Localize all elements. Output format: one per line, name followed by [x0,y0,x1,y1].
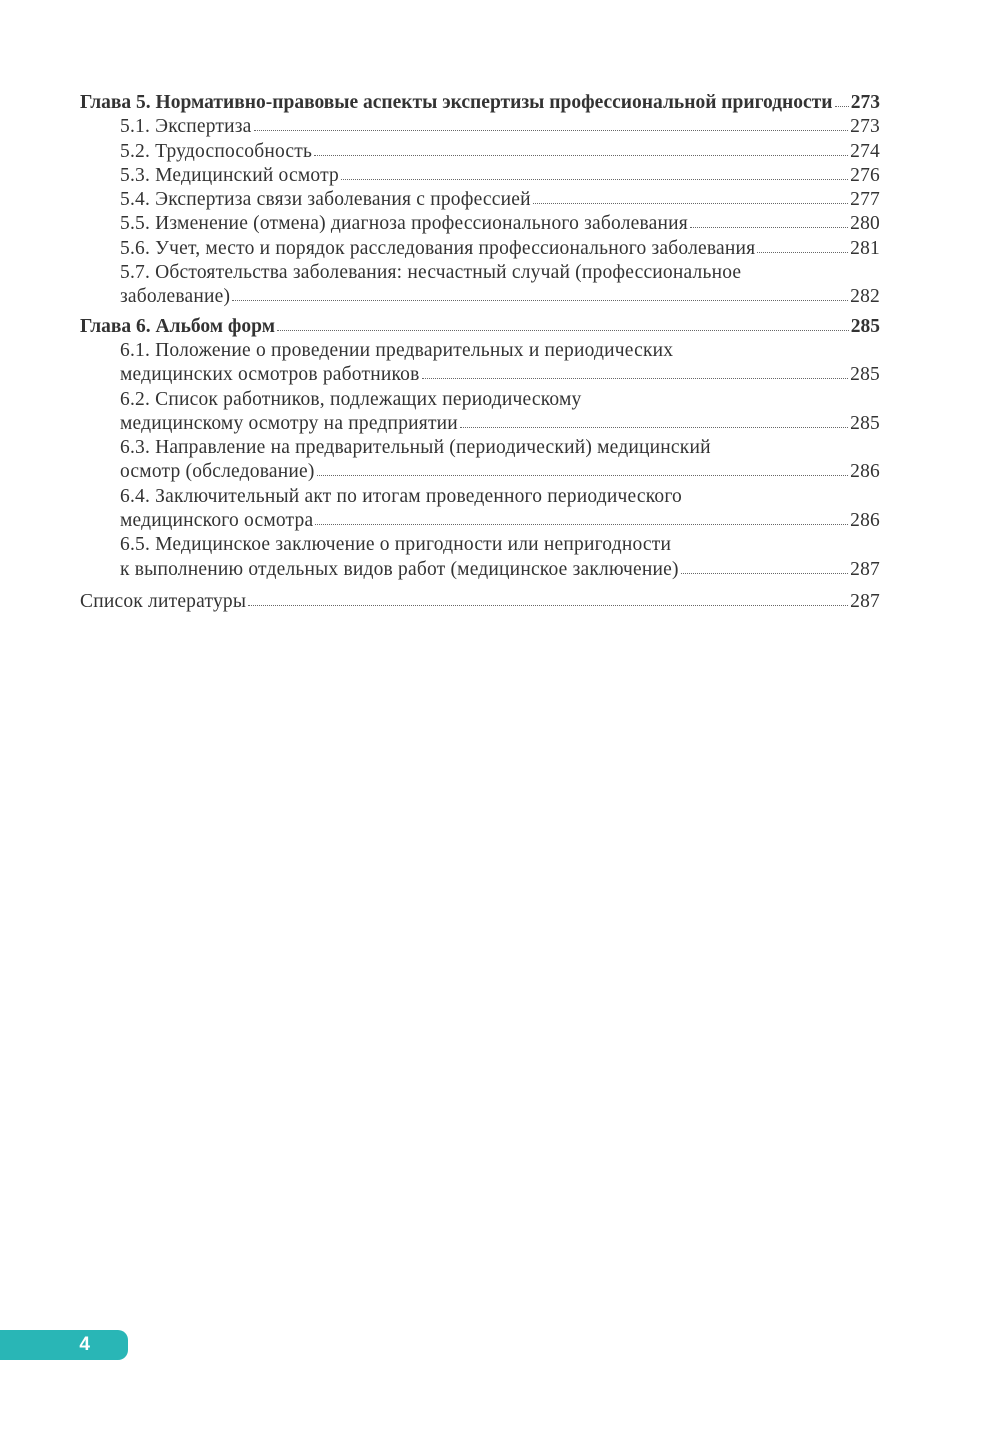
entry-title: 5.1. Экспертиза [120,116,252,138]
entry-title-line1: 5.7. Обстоятельства заболевания: несчастный случай (профессиональное [120,262,742,284]
entry-page: 273 [850,116,880,138]
toc-entry-6-5[interactable] [80,533,880,582]
entry-title-line2: медицинских осмотров работников [120,364,420,386]
entry-title-line1: 6.2. Список работников, подлежащих периодическому [120,388,582,410]
toc-entry-6-3[interactable] [80,436,880,485]
dot-leader [232,296,848,301]
entry-page: 287 [850,558,880,580]
dot-leader [315,520,848,525]
entry-title: 5.6. Учет, место и порядок расследования профессионального заболевания [120,237,756,259]
entry-page: 286 [850,461,880,483]
entry-title: 5.2. Трудоспособность [120,140,313,162]
entry-page: 280 [850,213,880,235]
dot-leader [681,569,848,574]
toc-entry-chapter-5[interactable] [80,91,880,115]
toc-entry-6-2[interactable] [80,388,880,437]
dot-leader [314,151,848,156]
toc-entry-5-2[interactable] [80,140,880,164]
dot-leader [422,374,849,379]
entry-title: 5.5. Изменение (отмена) диагноза профессионального заболевания [120,213,688,235]
entry-title-line1: 6.5. Медицинское заключение о пригодности или непригодности [120,534,672,556]
entry-title-line1: 6.3. Направление на предварительный (периодический) медицинский [120,437,711,459]
toc-entry-references[interactable] [80,590,880,614]
entry-page: 285 [850,364,880,386]
entry-page: 277 [850,189,880,211]
entry-title-line1: 6.1. Положение о проведении предварительных и периодических [120,339,674,361]
toc-entry-5-4[interactable] [80,188,880,212]
toc-entry-5-6[interactable] [80,237,880,261]
entry-title-line2: медицинскому осмотру на предприятии [120,412,458,434]
entry-title-line2: заболевание) [120,286,231,308]
toc-entry-5-1[interactable] [80,115,880,139]
dot-leader [248,601,848,606]
toc-entry-6-4[interactable] [80,485,880,534]
entry-title-line2: к выполнению отдельных видов работ (медицинское заключение) [120,558,679,580]
chapter-6 [80,315,880,582]
entry-page: 282 [850,286,880,308]
entry-title: Глава 5. Нормативно-правовые аспекты экспертизы профессиональной пригодности [80,92,833,113]
toc-entry-5-5[interactable] [80,212,880,236]
entry-page: 273 [850,92,880,113]
entry-title: Глава 6. Альбом форм [80,315,275,337]
entry-title-line2: медицинского осмотра [120,510,314,532]
entry-title-line2: осмотр (обследование) [120,461,315,483]
entry-title: Список литературы [80,590,247,612]
entry-page: 285 [850,315,880,337]
entry-title-line1: 6.4. Заключительный акт по итогам проведенного периодического [120,485,682,507]
entry-page: 285 [850,412,880,434]
toc-entry-5-7[interactable] [80,261,880,310]
entry-page: 286 [850,510,880,532]
entry-page: 287 [850,590,880,612]
entry-title: 5.3. Медицинский осмотр [120,164,339,186]
dot-leader [341,175,848,180]
dot-leader [533,199,848,204]
page-number: 4 [79,1334,90,1355]
dot-leader [317,471,849,476]
dot-leader [690,223,848,228]
toc-entry-chapter-6[interactable] [80,315,880,339]
entry-page: 274 [850,140,880,162]
table-of-contents [80,91,880,614]
dot-leader [835,102,849,107]
toc-entry-6-1[interactable] [80,339,880,388]
entry-page: 281 [850,237,880,259]
chapter-5 [80,91,880,310]
dot-leader [460,423,848,428]
dot-leader [757,248,848,253]
entry-page: 276 [850,164,880,186]
toc-entry-5-3[interactable] [80,164,880,188]
page-number-badge [0,1330,128,1360]
dot-leader [277,326,849,331]
dot-leader [254,126,849,131]
entry-title: 5.4. Экспертиза связи заболевания с профессией [120,189,531,211]
